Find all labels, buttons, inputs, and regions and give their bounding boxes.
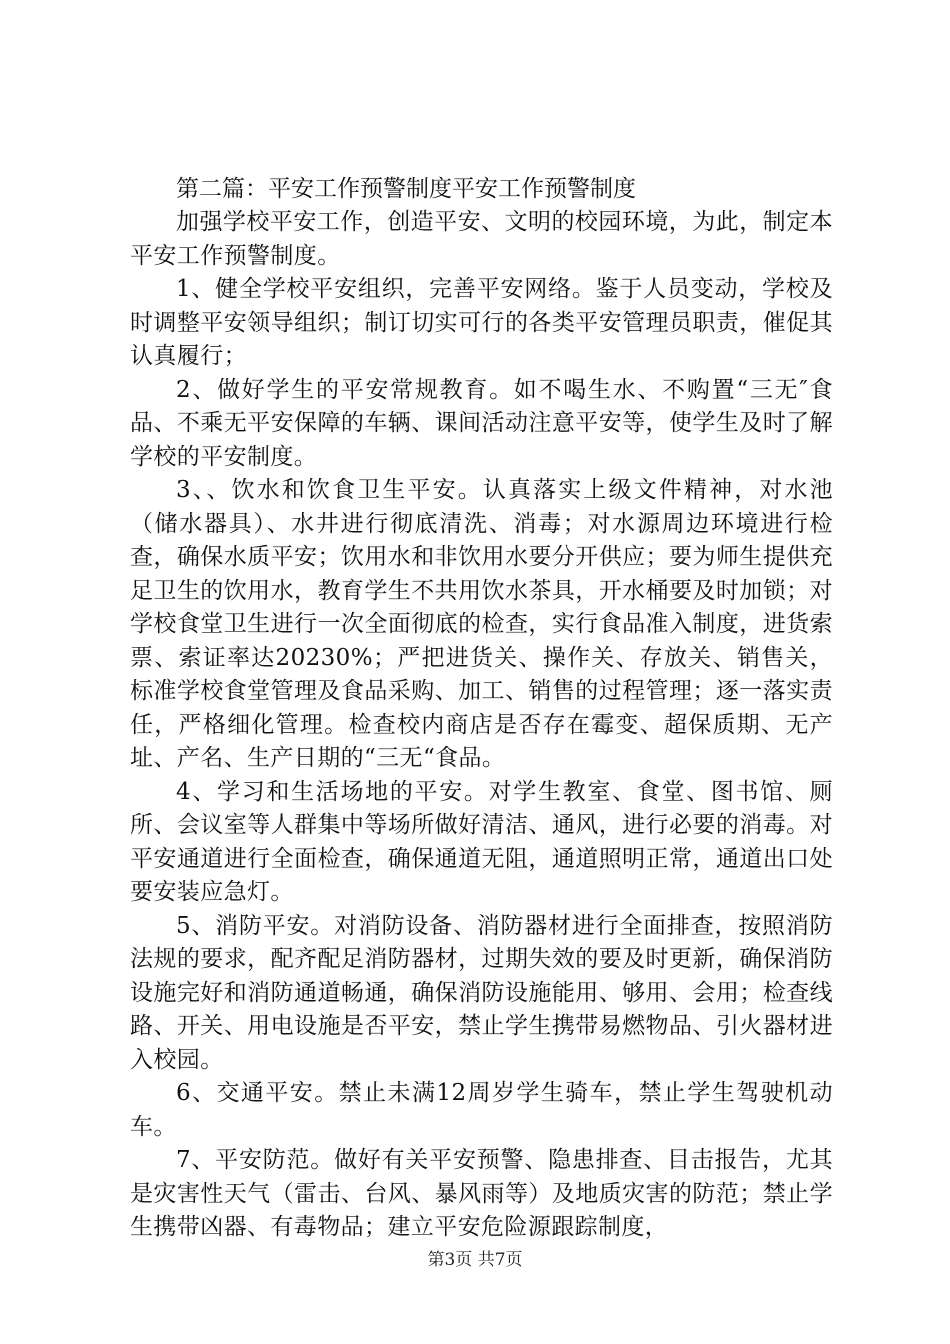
paragraph-item-3: 3、、饮水和饮食卫生平安。认真落实上级文件精神，对水池（储水器具）、水井进行彻底清洗、消毒；对水源周边环境进行检查，确保水质平安；饮用水和非饮用水要分开供应；要为师生提供充足卫生的饮用水，教育学生不共用饮水茶具，开水桶要及时加锁；对学校食堂卫生进行一次全面彻底的检查，实行食品准入制度，进货索票、索证率达20230%；严把进货关、操作关、存放关、销售关，标准学校食堂管理及食品采购、加工、销售的过程管理；逐一落实责任，严格细化管理。检查校内商店是否存在霉变、超保质期、无产址、产名、生产日期的“三无“食品。 [130, 477, 833, 771]
document-body [130, 172, 833, 1245]
paragraph-intro: 加强学校平安工作，创造平安、文明的校园环境，为此，制定本平安工作预警制度。 [130, 209, 833, 269]
paragraph-item-5: 5、消防平安。对消防设备、消防器材进行全面排查，按照消防法规的要求，配齐配足消防器材，过期失效的要及时更新，确保消防设施完好和消防通道畅通，确保消防设施能用、够用、会用；检查线路、开关、用电设施是否平安，禁止学生携带易燃物品、引火器材进入校园。 [130, 912, 833, 1073]
paragraph-item-2: 2、做好学生的平安常规教育。如不喝生水、不购置“三无″食品、不乘无平安保障的车辆、课间活动注意平安等，使学生及时了解学校的平安制度。 [130, 376, 833, 470]
paragraph-item-4: 4、学习和生活场地的平安。对学生教室、食堂、图书馆、厕所、会议室等人群集中等场所做好清洁、通风，进行必要的消毒。对平安通道进行全面检查，确保通道无阻，通道照明正常，通道出口处要安装应急灯。 [130, 778, 833, 905]
paragraph-item-1: 1、健全学校平安组织，完善平安网络。鉴于人员变动，学校及时调整平安领导组织；制订切实可行的各类平安管理员职责，催促其认真履行； [130, 276, 833, 369]
page-number-footer: 第3页 共7页 [427, 1250, 523, 1270]
paragraph-item-6: 6、交通平安。禁止未满12周岁学生骑车，禁止学生驾驶机动车。 [130, 1080, 833, 1140]
paragraph-item-7: 7、平安防范。做好有关平安预警、隐患排查、目击报告，尤其是灾害性天气（雷击、台风、暴风雨等）及地质灾害的防范；禁止学生携带凶器、有毒物品；建立平安危险源跟踪制度， [130, 1147, 833, 1240]
document-title: 第二篇：平安工作预警制度平安工作预警制度 [176, 176, 636, 202]
